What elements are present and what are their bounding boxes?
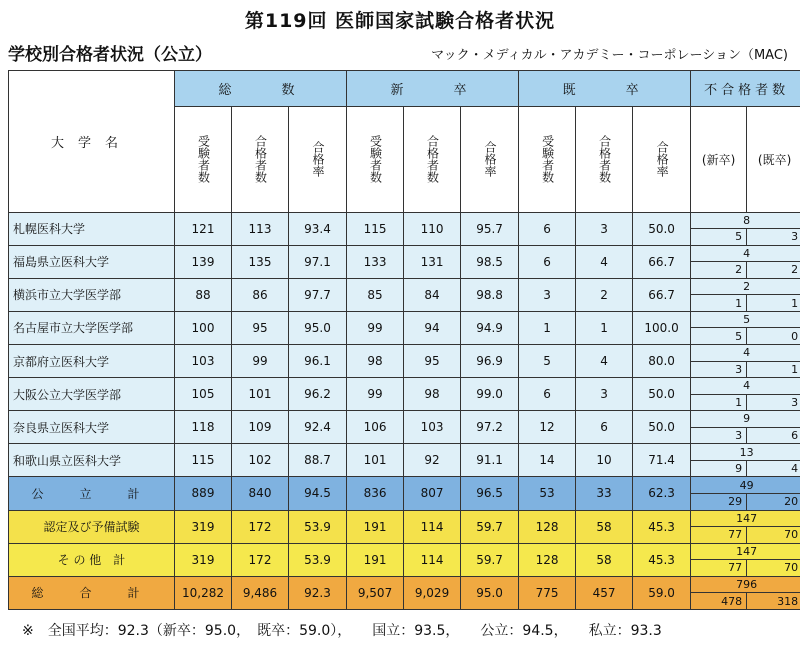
table-cell: 6 <box>519 378 576 411</box>
table-cell: 95.0 <box>289 311 347 344</box>
table-cell: 101 <box>347 444 404 477</box>
footer-note: ※ 全国平均：92.3（新卒：95.0， 既卒：59.0）， 国立：93.5， 公立：94.5， 私立：93.3 <box>22 623 662 639</box>
table-cell: 45.3 <box>633 543 691 576</box>
fail-old: 3 <box>791 395 799 409</box>
table-cell: 92 <box>404 444 461 477</box>
table-cell: 97.7 <box>289 278 347 311</box>
fail-cell <box>691 212 800 245</box>
table-cell: 5 <box>519 344 576 377</box>
table-cell: 103 <box>404 411 461 444</box>
table-cell: 10,282 <box>175 576 232 609</box>
table-cell: 128 <box>519 510 576 543</box>
table-cell: 836 <box>347 477 404 510</box>
fail-total: 9 <box>691 411 800 428</box>
table-cell: 133 <box>347 245 404 278</box>
university-name: 横浜市立大学医学部 <box>9 278 175 311</box>
table-cell: 58 <box>576 543 633 576</box>
university-name: 公 立 計 <box>9 477 175 510</box>
table-cell: 6 <box>519 245 576 278</box>
table-cell: 113 <box>232 212 289 245</box>
table-cell: 118 <box>175 411 232 444</box>
fail-new: 29 <box>691 494 747 510</box>
fail-old: 3 <box>791 230 799 244</box>
table-cell: 62.3 <box>633 477 691 510</box>
table-cell: 59.7 <box>461 510 519 543</box>
col-header: 合格者数 <box>576 107 633 212</box>
table-cell: 1 <box>519 311 576 344</box>
table-cell: 191 <box>347 510 404 543</box>
fail-cell <box>691 444 800 477</box>
fail-old: 70 <box>784 561 799 575</box>
table-cell: 96.2 <box>289 378 347 411</box>
table-cell: 98 <box>347 344 404 377</box>
table-cell: 95 <box>232 311 289 344</box>
table-cell: 100 <box>175 311 232 344</box>
fail-new: 77 <box>691 527 747 543</box>
table-cell: 66.7 <box>633 278 691 311</box>
page-title: 第119回 医師国家試験合格者状況 <box>244 10 556 32</box>
table-cell: 93.4 <box>289 212 347 245</box>
group-header-total: 総 数 <box>175 71 347 107</box>
table-cell: 840 <box>232 477 289 510</box>
table-cell: 88.7 <box>289 444 347 477</box>
table-cell: 103 <box>175 344 232 377</box>
table-cell: 95.0 <box>461 576 519 609</box>
table-cell: 135 <box>232 245 289 278</box>
fail-old: 1 <box>791 362 799 376</box>
table-cell: 102 <box>232 444 289 477</box>
table-cell: 88 <box>175 278 232 311</box>
table-body <box>9 212 800 609</box>
university-name: 奈良県立医科大学 <box>9 411 175 444</box>
fail-total: 49 <box>691 477 800 494</box>
table-cell: 9,507 <box>347 576 404 609</box>
table-cell: 50.0 <box>633 212 691 245</box>
table-cell: 457 <box>576 576 633 609</box>
fail-new: 77 <box>691 560 747 576</box>
fail-cell <box>691 510 800 543</box>
table-cell: 3 <box>519 278 576 311</box>
fail-old: 318 <box>777 594 799 608</box>
table-cell: 99 <box>347 311 404 344</box>
fail-total: 147 <box>691 511 800 528</box>
fail-new: 3 <box>691 362 747 378</box>
table-cell: 12 <box>519 411 576 444</box>
table-cell: 97.1 <box>289 245 347 278</box>
fail-old: 2 <box>791 263 799 277</box>
col-header: 合格率 <box>289 107 347 212</box>
fail-old: 70 <box>784 528 799 542</box>
table-cell: 14 <box>519 444 576 477</box>
table-cell: 114 <box>404 543 461 576</box>
table-cell: 45.3 <box>633 510 691 543</box>
table-row <box>9 245 800 278</box>
university-header: 大学名 <box>9 71 175 213</box>
group-header-failed: 不合格者数 <box>691 71 800 107</box>
fail-total: 13 <box>691 444 800 461</box>
table-cell: 128 <box>519 543 576 576</box>
fail-new: 1 <box>691 395 747 411</box>
table-cell: 92.3 <box>289 576 347 609</box>
results-table <box>8 70 800 610</box>
fail-old: 4 <box>791 462 799 476</box>
fail-old: 1 <box>791 296 799 310</box>
table-cell: 99 <box>232 344 289 377</box>
fail-total: 796 <box>691 577 800 594</box>
table-cell: 33 <box>576 477 633 510</box>
university-name: 和歌山県立医科大学 <box>9 444 175 477</box>
table-cell: 53.9 <box>289 543 347 576</box>
table-cell: 94 <box>404 311 461 344</box>
university-name: 認定及び予備試験 <box>9 510 175 543</box>
university-name: 京都府立医科大学 <box>9 344 175 377</box>
fail-total: 4 <box>691 345 800 362</box>
table-cell: 53.9 <box>289 510 347 543</box>
table-cell: 319 <box>175 510 232 543</box>
table-cell: 807 <box>404 477 461 510</box>
table-cell: 80.0 <box>633 344 691 377</box>
col-header: 合格率 <box>633 107 691 212</box>
table-cell: 115 <box>347 212 404 245</box>
table-cell: 172 <box>232 510 289 543</box>
table-cell: 53 <box>519 477 576 510</box>
public-total-row <box>9 477 800 510</box>
table-cell: 99.0 <box>461 378 519 411</box>
table-cell: 95.7 <box>461 212 519 245</box>
fail-new: 5 <box>691 229 747 245</box>
fail-total: 4 <box>691 378 800 395</box>
table-cell: 2 <box>576 278 633 311</box>
fail-total: 147 <box>691 544 800 561</box>
table-cell: 97.2 <box>461 411 519 444</box>
table-cell: 98.5 <box>461 245 519 278</box>
table-cell: 775 <box>519 576 576 609</box>
table-cell: 191 <box>347 543 404 576</box>
table-cell: 94.9 <box>461 311 519 344</box>
col-header: 受験者数 <box>347 107 404 212</box>
table-cell: 84 <box>404 278 461 311</box>
table-cell: 59.0 <box>633 576 691 609</box>
table-cell: 50.0 <box>633 378 691 411</box>
table-cell: 114 <box>404 510 461 543</box>
fail-total: 8 <box>691 213 800 230</box>
fail-new-header: (新卒) <box>691 107 747 212</box>
table-cell: 9,029 <box>404 576 461 609</box>
source-label: マック・メディカル・アカデミー・コーポレーション（MAC) <box>431 48 788 63</box>
university-name: そ の 他 計 <box>9 543 175 576</box>
table-cell: 91.1 <box>461 444 519 477</box>
table-cell: 121 <box>175 212 232 245</box>
fail-cell <box>691 278 800 311</box>
university-name: 名古屋市立大学医学部 <box>9 311 175 344</box>
group-header-new: 新 卒 <box>347 71 519 107</box>
fail-cell <box>691 245 800 278</box>
fail-new: 2 <box>691 262 747 278</box>
table-cell: 50.0 <box>633 411 691 444</box>
table-cell: 96.5 <box>461 477 519 510</box>
table-cell: 4 <box>576 344 633 377</box>
table-cell: 94.5 <box>289 477 347 510</box>
table-cell: 10 <box>576 444 633 477</box>
table-cell: 1 <box>576 311 633 344</box>
fail-cell <box>691 477 800 510</box>
fail-new: 5 <box>691 328 747 344</box>
table-row <box>9 444 800 477</box>
grand-total-row <box>9 576 800 609</box>
table-cell: 66.7 <box>633 245 691 278</box>
fail-cell <box>691 344 800 377</box>
table-cell: 109 <box>232 411 289 444</box>
fail-new: 9 <box>691 461 747 477</box>
fail-total: 5 <box>691 312 800 329</box>
qualification-row <box>9 510 800 543</box>
table-row <box>9 378 800 411</box>
table-cell: 3 <box>576 212 633 245</box>
table-cell: 4 <box>576 245 633 278</box>
table-cell: 6 <box>576 411 633 444</box>
fail-old: 0 <box>791 329 799 343</box>
table-cell: 86 <box>232 278 289 311</box>
fail-total: 4 <box>691 246 800 263</box>
table-cell: 110 <box>404 212 461 245</box>
table-row <box>9 212 800 245</box>
table-cell: 96.1 <box>289 344 347 377</box>
table-cell: 71.4 <box>633 444 691 477</box>
table-cell: 319 <box>175 543 232 576</box>
table-cell: 9,486 <box>232 576 289 609</box>
other-total-row <box>9 543 800 576</box>
table-cell: 95 <box>404 344 461 377</box>
fail-new: 1 <box>691 295 747 311</box>
university-name: 福島県立医科大学 <box>9 245 175 278</box>
table-row <box>9 344 800 377</box>
fail-cell <box>691 378 800 411</box>
group-header-previous: 既 卒 <box>519 71 691 107</box>
table-cell: 6 <box>519 212 576 245</box>
table-cell: 59.7 <box>461 543 519 576</box>
table-cell: 106 <box>347 411 404 444</box>
table-cell: 131 <box>404 245 461 278</box>
fail-cell <box>691 311 800 344</box>
university-name: 総 合 計 <box>9 576 175 609</box>
fail-cell <box>691 576 800 609</box>
table-cell: 85 <box>347 278 404 311</box>
table-cell: 3 <box>576 378 633 411</box>
university-name: 札幌医科大学 <box>9 212 175 245</box>
table-subtitle: 学校別合格者状況（公立） <box>8 45 212 65</box>
table-cell: 99 <box>347 378 404 411</box>
table-row <box>9 311 800 344</box>
col-header: 受験者数 <box>175 107 232 212</box>
fail-cell <box>691 411 800 444</box>
table-row <box>9 411 800 444</box>
table-cell: 100.0 <box>633 311 691 344</box>
table-cell: 58 <box>576 510 633 543</box>
fail-new: 478 <box>691 593 747 609</box>
fail-new: 3 <box>691 428 747 444</box>
table-cell: 96.9 <box>461 344 519 377</box>
col-header: 合格率 <box>461 107 519 212</box>
university-name: 大阪公立大学医学部 <box>9 378 175 411</box>
table-cell: 92.4 <box>289 411 347 444</box>
table-cell: 105 <box>175 378 232 411</box>
table-cell: 115 <box>175 444 232 477</box>
fail-old: 20 <box>784 495 799 509</box>
table-cell: 889 <box>175 477 232 510</box>
table-cell: 98 <box>404 378 461 411</box>
col-header: 受験者数 <box>519 107 576 212</box>
table-cell: 139 <box>175 245 232 278</box>
fail-cell <box>691 543 800 576</box>
col-header: 合格者数 <box>232 107 289 212</box>
table-cell: 98.8 <box>461 278 519 311</box>
fail-old-header: (既卒) <box>747 107 800 212</box>
fail-old: 6 <box>791 429 799 443</box>
table-cell: 172 <box>232 543 289 576</box>
table-cell: 101 <box>232 378 289 411</box>
col-header: 合格者数 <box>404 107 461 212</box>
table-row <box>9 278 800 311</box>
fail-total: 2 <box>691 279 800 296</box>
